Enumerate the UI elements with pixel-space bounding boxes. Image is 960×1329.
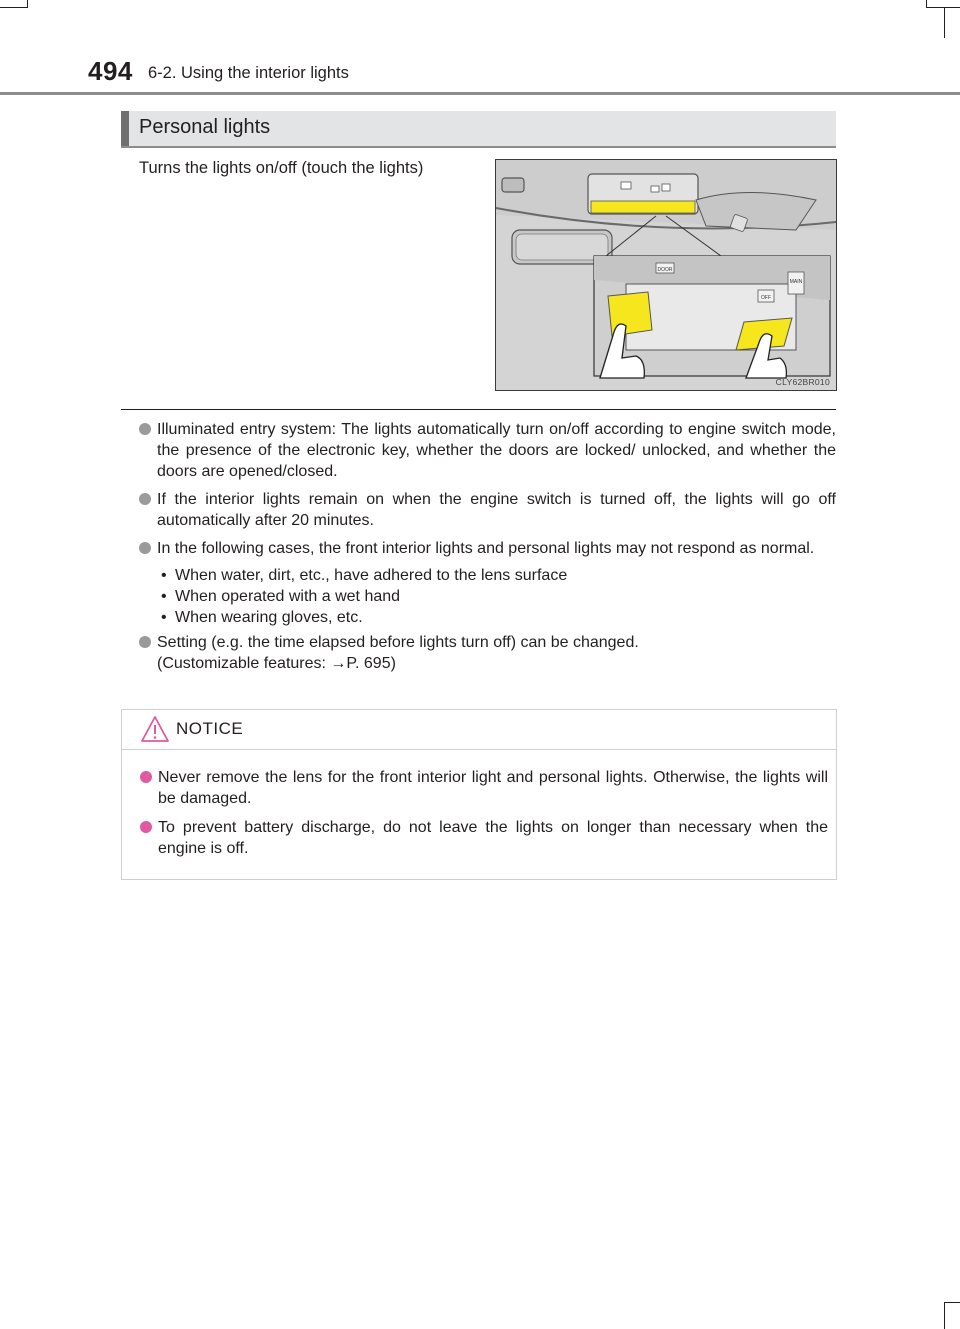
personal-lights-figure: [495, 159, 837, 391]
bullet-icon: [139, 493, 151, 505]
notice-item: [140, 817, 828, 859]
note-text: If the interior lights remain on when the engine switch is turned off, the lights will go off automatically after 20 minutes.: [157, 491, 836, 529]
sub-item: [157, 565, 836, 586]
note-item: [139, 538, 836, 559]
bullet-icon: [140, 771, 152, 783]
note-text: In the following cases, the front interior lights and personal lights may not respond as normal.: [157, 540, 815, 557]
note-text: Illuminated entry system: The lights automatically turn on/off according to engine switch mode, the presence of the electronic key, whether the doors are locked/ unlocked, and whether the doors are opened/closed.: [157, 421, 836, 480]
notice-text: To prevent battery discharge, do not leave the lights on longer than necessary when the engine is off.: [158, 819, 828, 857]
bullet-icon: [139, 423, 151, 435]
notice-text: Never remove the lens for the front interior light and personal lights. Otherwise, the lights will be damaged.: [158, 769, 828, 807]
notice-box: [121, 709, 837, 880]
warning-triangle-icon: [140, 715, 170, 743]
sub-item-list: [157, 565, 836, 628]
sub-bullet: •: [161, 609, 167, 626]
personal-lights-illustration: [496, 160, 836, 390]
sub-item: [157, 607, 836, 628]
section-header-title: 6-2. Using the interior lights: [148, 64, 349, 82]
note-xref-text: (Customizable features: →P. 695): [157, 655, 396, 672]
section-title-bar: [121, 111, 836, 148]
crop-mark: [0, 7, 28, 8]
page-number: 494: [88, 56, 133, 86]
notice-title: NOTICE: [176, 719, 244, 738]
sub-item-text: When operated with a wet hand: [175, 588, 401, 605]
notice-body: [140, 767, 828, 867]
crop-mark: [944, 1302, 945, 1329]
sub-item-text: When water, dirt, etc., have adhered to the lens surface: [175, 567, 568, 584]
section-bar-accent: [121, 111, 129, 146]
sub-item-text: When wearing gloves, etc.: [175, 609, 363, 626]
switch-label-off: OFF: [761, 295, 771, 301]
switch-label-door: DOOR: [657, 267, 673, 273]
note-item: [139, 632, 836, 674]
notice-item: [140, 767, 828, 809]
crop-mark: [926, 7, 960, 8]
note-item: [139, 489, 836, 531]
notice-header: [122, 710, 836, 750]
sub-item: [157, 586, 836, 607]
section-rule: [121, 409, 836, 410]
bullet-icon: [140, 821, 152, 833]
notes-list: [139, 419, 836, 681]
sub-bullet: •: [161, 588, 167, 605]
section-title: Personal lights: [139, 116, 271, 138]
note-item: [139, 419, 836, 482]
sub-bullet: •: [161, 567, 167, 584]
header-rule: [0, 92, 960, 95]
figure-code: CLY62BR010: [775, 377, 830, 387]
crop-mark: [944, 8, 945, 38]
note-text: Setting (e.g. the time elapsed before lights turn off) can be changed.: [157, 634, 639, 651]
switch-label-main: MAIN: [789, 279, 803, 285]
bullet-icon: [139, 636, 151, 648]
crop-mark: [944, 1302, 960, 1303]
intro-text: Turns the lights on/off (touch the lights): [139, 159, 424, 177]
bullet-icon: [139, 542, 151, 554]
